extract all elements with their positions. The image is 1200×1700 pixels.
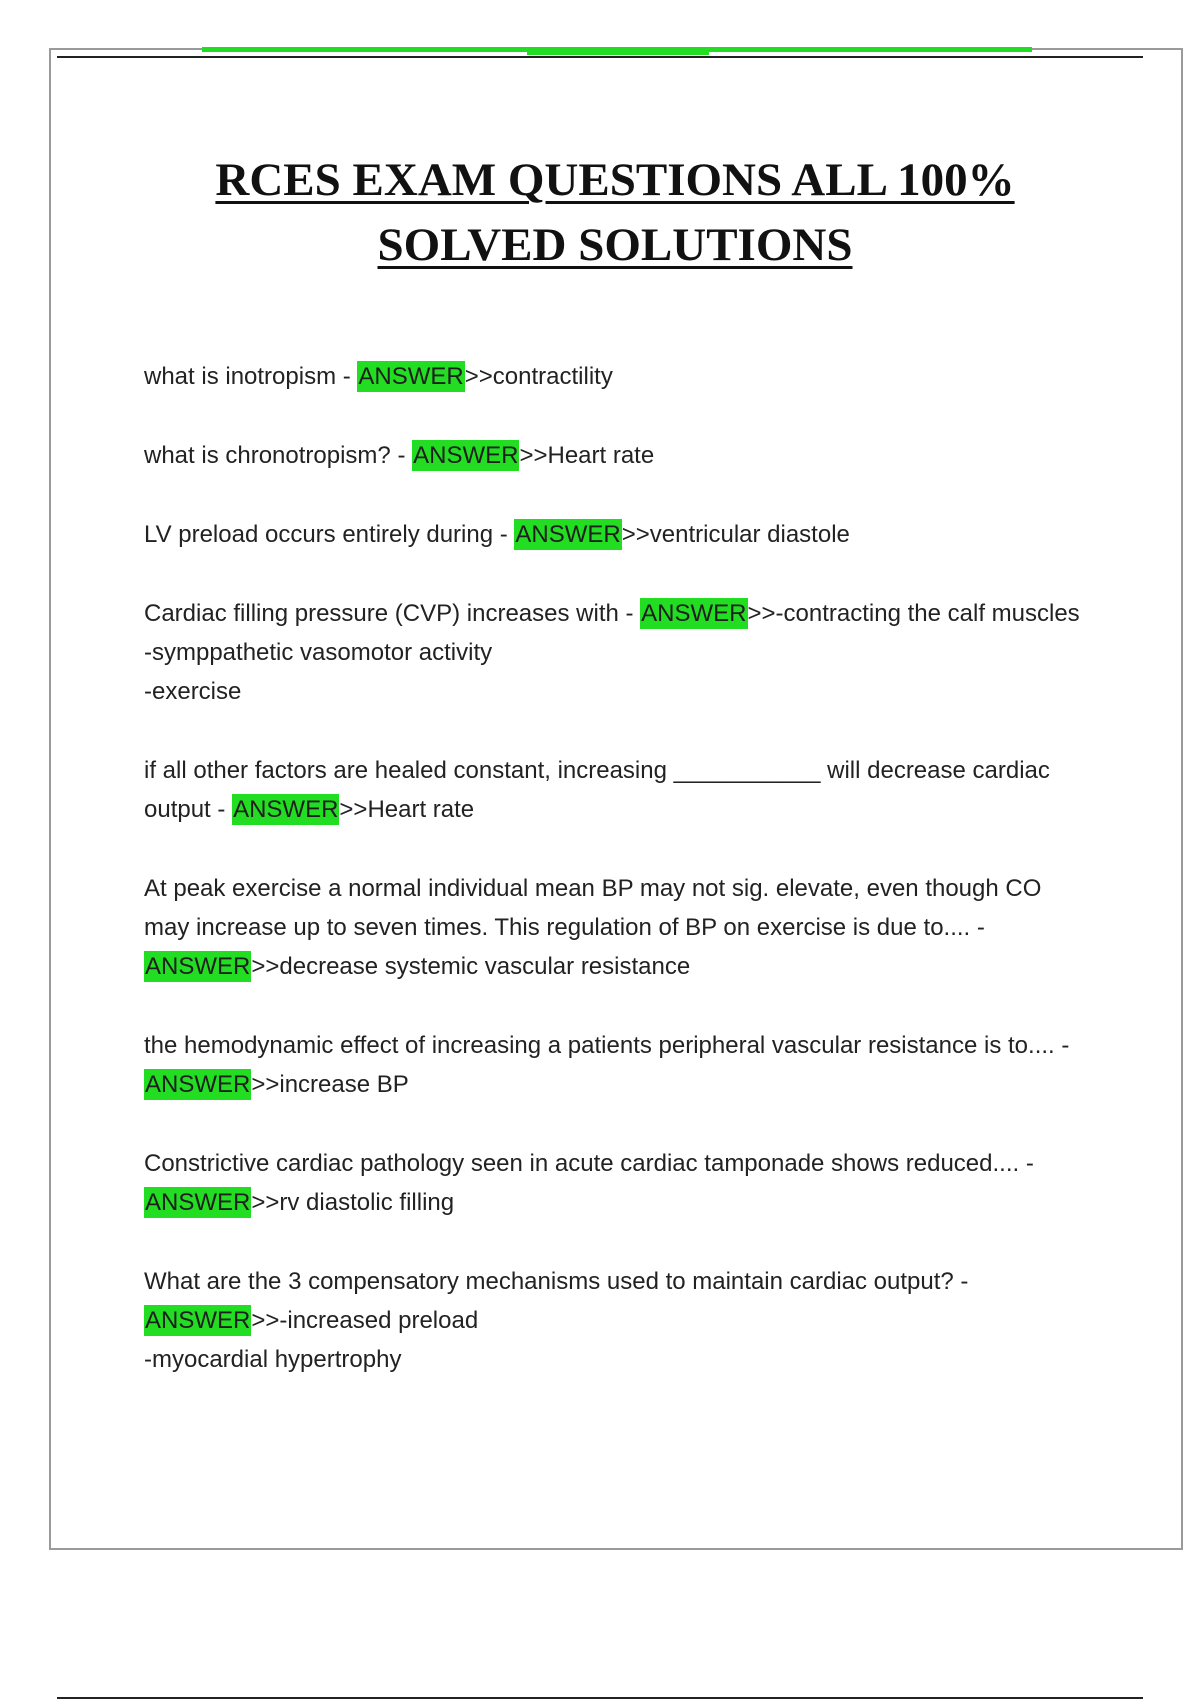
qa-item [144,357,1089,396]
answer-tag: ANSWER [145,1071,251,1098]
answer-text: >>ventricular diastole [621,521,850,548]
qa-item [144,436,1089,475]
answer-tag: ANSWER [413,442,519,469]
qa-item [144,1026,1089,1104]
qa-item [144,1262,1089,1379]
header-rule [57,56,1143,58]
footer-rule [57,1697,1143,1699]
question-text: At peak exercise a normal individual mean BP may not sig. elevate, even though CO may increase up to seven times. This regulation of BP on exercise is due to.... - [144,875,1042,941]
answer-text: >>rv diastolic filling [251,1189,455,1216]
answer-tag: ANSWER [515,521,621,548]
question-text: what is chronotropism? - [144,442,413,469]
question-text: LV preload occurs entirely during - [144,521,515,548]
question-text: what is inotropism - [144,363,358,390]
qa-item [144,869,1089,986]
answer-extra-line: -myocardial hypertrophy [144,1346,402,1373]
answer-text: >>Heart rate [519,442,655,469]
qa-item [144,1144,1089,1222]
answer-tag: ANSWER [358,363,464,390]
answer-text: >>-contracting the calf muscles [747,600,1080,627]
header-accent-bar-center [527,47,709,55]
title-line-1: RCES EXAM QUESTIONS ALL 100% [215,154,1015,206]
answer-extra-line: -exercise [144,678,242,705]
answer-text: >>-increased preload [251,1307,479,1334]
answer-text: >>decrease systemic vascular resistance [251,953,691,980]
qa-item [144,515,1089,554]
title-line-2: SOLVED SOLUTIONS [377,219,853,271]
question-text: Cardiac filling pressure (CVP) increases with - [144,600,641,627]
answer-tag: ANSWER [145,1189,251,1216]
question-text: the hemodynamic effect of increasing a patients peripheral vascular resistance is to.... - [144,1032,1070,1059]
qa-item [144,594,1089,711]
answer-tag: ANSWER [145,1307,251,1334]
answer-tag: ANSWER [233,796,339,823]
answer-text: >>Heart rate [339,796,475,823]
question-text: What are the 3 compensatory mechanisms used to maintain cardiac output? - [144,1268,969,1295]
answer-text: >>contractility [464,363,613,390]
qa-list [144,357,1089,1419]
question-text: Constrictive cardiac pathology seen in acute cardiac tamponade shows reduced.... - [144,1150,1034,1177]
answer-tag: ANSWER [641,600,747,627]
answer-text: >>increase BP [251,1071,409,1098]
answer-extra-line: -symppathetic vasomotor activity [144,639,493,666]
question-text: if all other factors are healed constant, increasing ___________ will decrease cardiac output - [144,757,1050,823]
page-title [100,148,1130,278]
qa-item [144,751,1089,829]
answer-tag: ANSWER [145,953,251,980]
